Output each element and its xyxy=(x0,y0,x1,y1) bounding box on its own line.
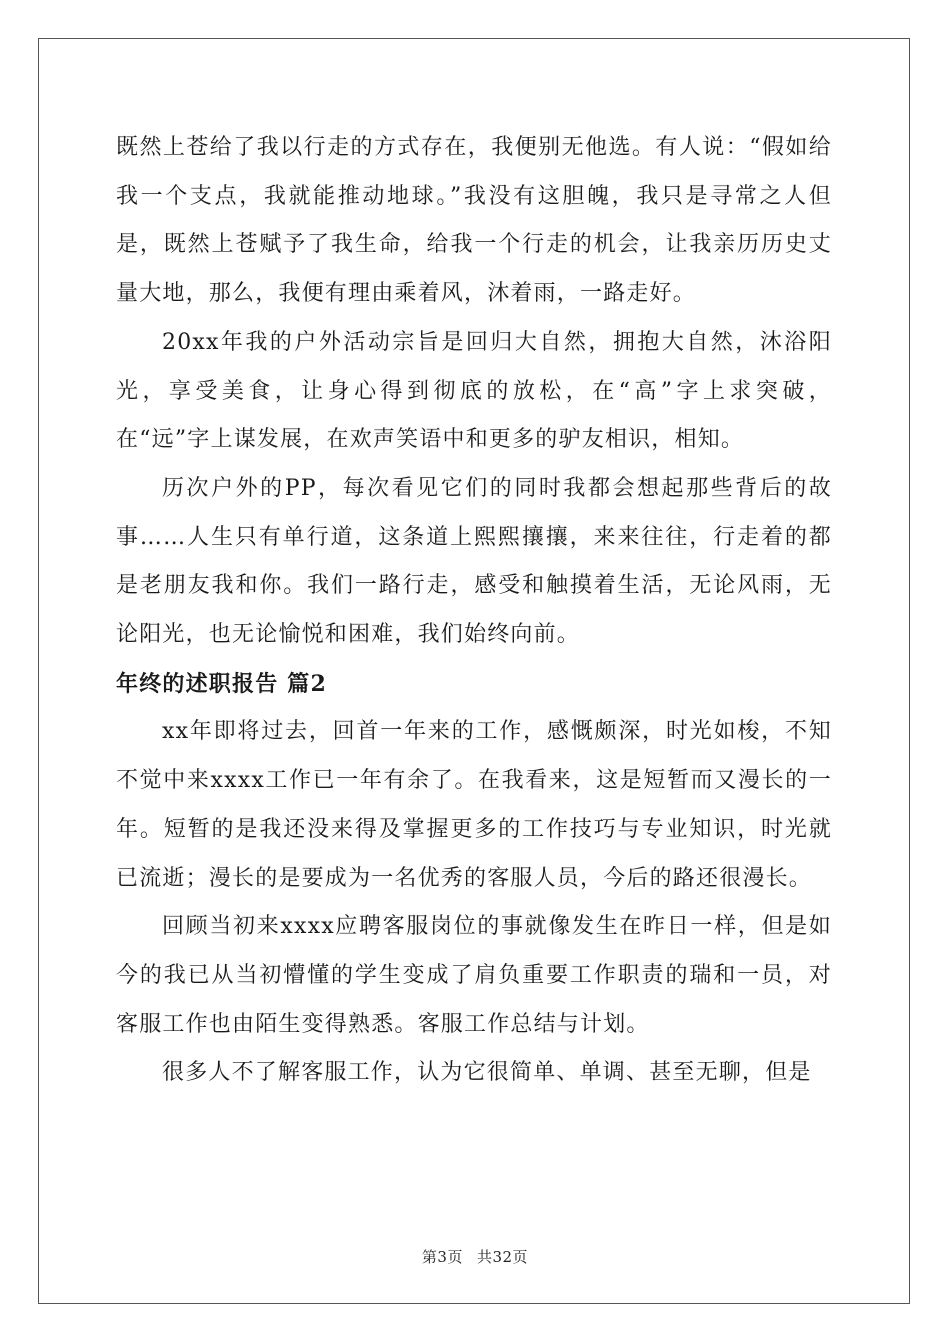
paragraph: 回顾当初来xxxx应聘客服岗位的事就像发生在昨日一样，但是如今的我已从当初懵懂的学生变成了肩负重要工作职责的瑞和一员，对客服工作也由陌生变得熟悉。客服工作总结与计划。 xyxy=(116,914,832,1037)
page-total: 共32页 xyxy=(476,1248,529,1266)
page-footer xyxy=(0,1246,950,1267)
section-heading: 年终的述职报告 篇2 xyxy=(116,670,327,697)
document-body xyxy=(116,124,832,1098)
paragraph: 历次户外的PP，每次看见它们的同时我都会想起那些背后的故事……人生只有单行道，这条道上熙熙攘攘，来来往往，行走着的都是老朋友我和你。我们一路行走，感受和触摸着生活，无论风雨，无论阳光，也无论愉悦和困难，我们始终向前。 xyxy=(116,475,832,648)
paragraph: 既然上苍给了我以行走的方式存在，我便别无他选。有人说：“假如给我一个支点，我就能推动地球。”我没有这胆魄，我只是寻常之人但是，既然上苍赋予了我生命，给我一个行走的机会，让我亲历历史丈量大地，那么，我便有理由乘着风，沐着雨，一路走好。 xyxy=(116,135,832,307)
paragraph: xx年即将过去，回首一年来的工作，感慨颇深，时光如梭，不知不觉中来xxxx工作已一年有余了。在我看来，这是短暂而又漫长的一年。短暂的是我还没来得及掌握更多的工作技巧与专业知识，时光就已流逝；漫长的是要成为一名优秀的客服人员，今后的路还很漫长。 xyxy=(116,719,832,891)
paragraph: 很多人不了解客服工作，认为它很简单、单调、甚至无聊，但是 xyxy=(162,1060,812,1086)
page-number: 第3页 xyxy=(421,1248,463,1266)
paragraph: 20xx年我的户外活动宗旨是回归大自然，拥抱大自然，沐浴阳光，享受美食，让身心得到彻底的放松，在“高”字上求突破，在“远”字上谋发展，在欢声笑语中和更多的驴友相识，相知。 xyxy=(116,329,832,453)
